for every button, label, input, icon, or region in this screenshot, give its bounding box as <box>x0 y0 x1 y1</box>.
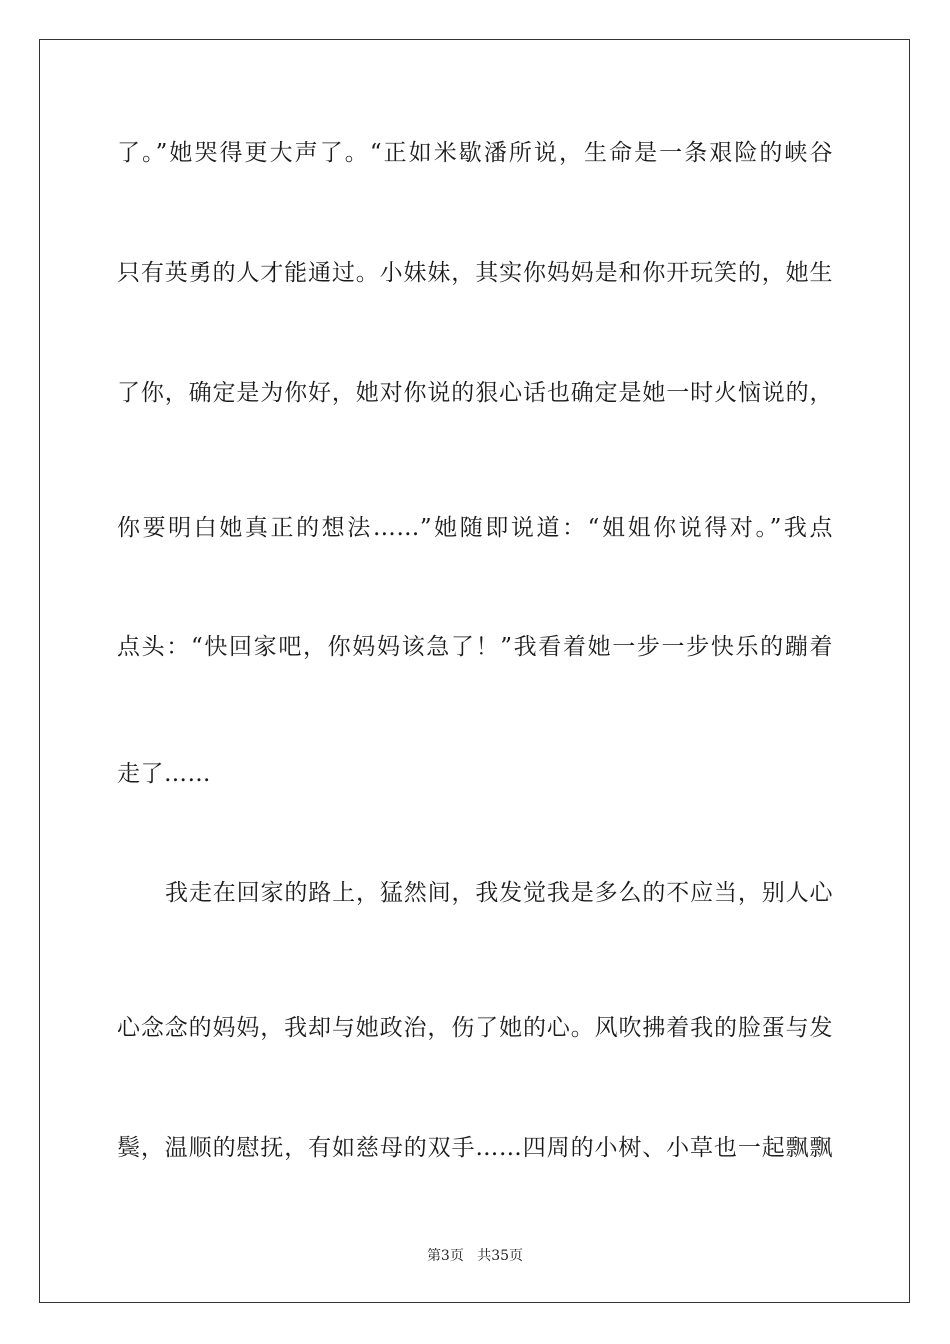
body-text-line: 点头：“快回家吧，你妈妈该急了！”我看着她一步一步快乐的蹦着 <box>117 634 833 660</box>
body-text-line: 了。”她哭得更大声了。“正如米歇潘所说，生命是一条艰险的峡谷 <box>117 140 833 166</box>
body-text-line: 你要明白她真正的想法……”她随即说道：“姐姐你说得对。”我点 <box>117 515 833 541</box>
body-text-line: 走了…… <box>117 761 211 787</box>
page-footer <box>0 1247 950 1265</box>
total-pages-label: 共35页 <box>477 1248 524 1264</box>
page-border <box>39 39 910 1303</box>
body-text-line: 心念念的妈妈，我却与她政治，伤了她的心。风吹拂着我的脸蛋与发 <box>117 1015 833 1041</box>
body-text-line: 鬓，温顺的慰抚，有如慈母的双手……四周的小树、小草也一起飘飘 <box>117 1135 833 1161</box>
paragraph-first-line: 我走在回家的路上，猛然间，我发觉我是多么的不应当，别人心 <box>165 880 833 906</box>
current-page-label: 第3页 <box>426 1248 464 1264</box>
body-text-line: 了你，确定是为你好，她对你说的狠心话也确定是她一时火恼说的， <box>117 380 833 406</box>
body-text-line: 只有英勇的人才能通过。小妹妹，其实你妈妈是和你开玩笑的，她生 <box>117 260 833 286</box>
